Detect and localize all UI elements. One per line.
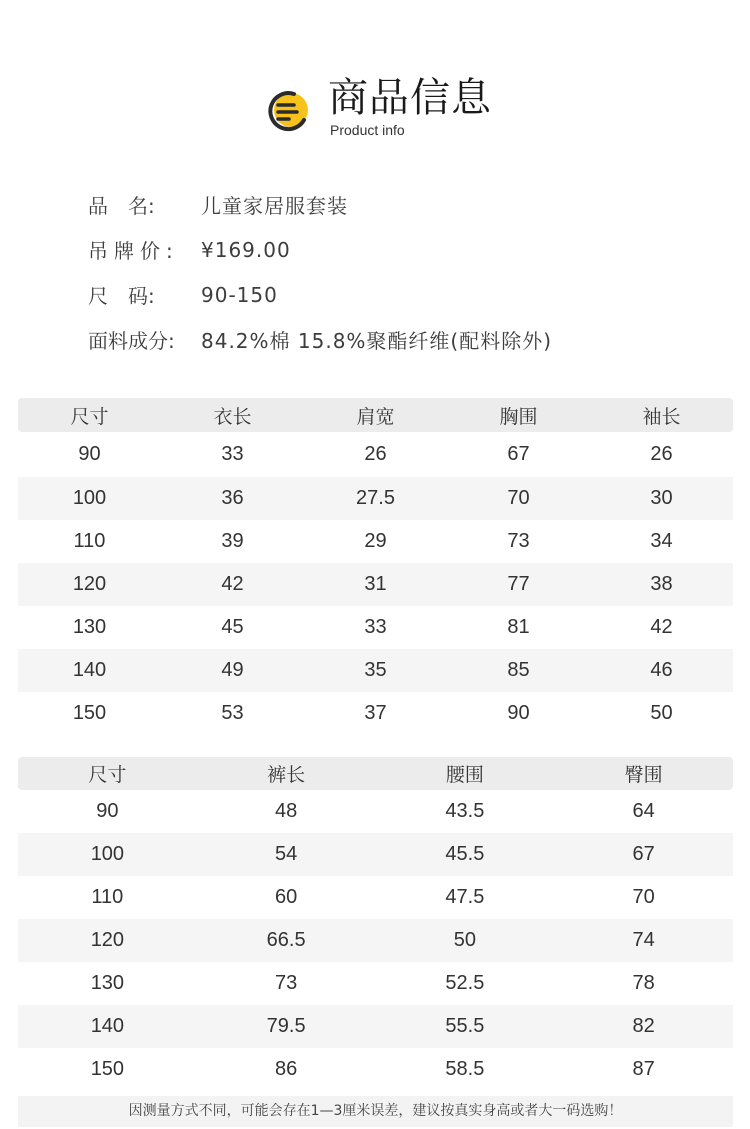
table-cell: 55.5 bbox=[445, 1015, 485, 1037]
table-cell: 85 bbox=[507, 659, 530, 681]
table-cell: 37 bbox=[364, 702, 387, 724]
table-cell: 36 bbox=[221, 487, 244, 509]
table-header-cell: 肩宽 bbox=[356, 405, 395, 428]
table-cell: 90 bbox=[507, 702, 530, 724]
table-cell: 46 bbox=[650, 659, 673, 681]
table-cell: 47.5 bbox=[445, 886, 485, 908]
top-size-table bbox=[18, 398, 733, 735]
table-row bbox=[18, 1005, 733, 1048]
table-cell: 77 bbox=[507, 573, 530, 595]
bottom-size-table bbox=[18, 757, 733, 1091]
table-cell: 45.5 bbox=[445, 843, 485, 865]
section-header bbox=[264, 74, 524, 140]
table-row bbox=[18, 790, 733, 833]
page-subtitle: Product info bbox=[330, 122, 405, 138]
table-row bbox=[18, 962, 733, 1005]
table-cell: 42 bbox=[650, 616, 673, 638]
info-value: 90-150 bbox=[201, 282, 278, 307]
table-row bbox=[18, 432, 733, 477]
table-cell: 43.5 bbox=[445, 800, 485, 822]
info-label: 尺 码: bbox=[88, 284, 155, 308]
table-cell: 42 bbox=[221, 573, 244, 595]
table-cell: 49 bbox=[221, 659, 244, 681]
table-cell: 67 bbox=[507, 443, 530, 465]
table-cell: 31 bbox=[364, 573, 387, 595]
table-cell: 150 bbox=[72, 702, 107, 724]
table-cell: 74 bbox=[632, 929, 655, 951]
page-title: 商品信息 bbox=[328, 75, 492, 121]
table-cell: 50 bbox=[453, 929, 476, 951]
info-row-name bbox=[88, 182, 708, 227]
table-cell: 78 bbox=[632, 972, 655, 994]
table-cell: 73 bbox=[275, 972, 298, 994]
table-cell: 26 bbox=[650, 443, 673, 465]
info-label: 面料成分: bbox=[88, 329, 175, 353]
table-cell: 70 bbox=[632, 886, 655, 908]
table-cell: 110 bbox=[73, 530, 106, 552]
table-cell: 86 bbox=[275, 1058, 298, 1080]
table-cell: 29 bbox=[364, 530, 387, 552]
table-cell: 130 bbox=[90, 972, 125, 994]
table-cell: 81 bbox=[507, 616, 530, 638]
table-cell: 52.5 bbox=[445, 972, 485, 994]
table-row bbox=[18, 563, 733, 606]
table-cell: 120 bbox=[72, 573, 107, 595]
table-cell: 38 bbox=[650, 573, 673, 595]
info-value: 84.2%棉 15.8%聚酯纤维(配料除外) bbox=[201, 329, 553, 353]
table-cell: 87 bbox=[632, 1058, 655, 1080]
table-header-cell: 尺寸 bbox=[88, 764, 127, 786]
table-cell: 67 bbox=[632, 843, 655, 865]
table-header-row bbox=[18, 398, 733, 432]
table-cell: 27.5 bbox=[356, 487, 395, 509]
table-cell: 82 bbox=[632, 1015, 655, 1037]
table-cell: 110 bbox=[91, 886, 124, 908]
table-header-cell: 裤长 bbox=[267, 764, 306, 786]
info-value: 儿童家居服套装 bbox=[201, 194, 348, 218]
table-cell: 60 bbox=[275, 886, 298, 908]
table-cell: 140 bbox=[72, 659, 107, 681]
info-row-size bbox=[88, 272, 708, 317]
table-cell: 70 bbox=[507, 487, 530, 509]
table-cell: 33 bbox=[221, 443, 244, 465]
table-row bbox=[18, 477, 733, 520]
table-cell: 90 bbox=[96, 800, 119, 822]
table-cell: 90 bbox=[78, 443, 101, 465]
info-row-fabric bbox=[88, 317, 708, 362]
table-cell: 33 bbox=[364, 616, 387, 638]
info-row-price bbox=[88, 227, 708, 272]
table-header-cell: 胸围 bbox=[499, 405, 538, 428]
table-header-row bbox=[18, 757, 733, 790]
product-info-list bbox=[88, 182, 708, 362]
table-row bbox=[18, 520, 733, 563]
table-row bbox=[18, 649, 733, 692]
table-cell: 150 bbox=[90, 1058, 125, 1080]
table-header-cell: 尺寸 bbox=[70, 405, 109, 428]
table-cell: 66.5 bbox=[266, 929, 306, 951]
info-value: ¥169.00 bbox=[201, 237, 291, 262]
table-cell: 50 bbox=[650, 702, 673, 724]
table-cell: 26 bbox=[364, 443, 387, 465]
table-cell: 30 bbox=[650, 487, 673, 509]
table-cell: 58.5 bbox=[445, 1058, 485, 1080]
table-cell: 130 bbox=[72, 616, 107, 638]
info-label: 品 名: bbox=[88, 194, 155, 218]
table-cell: 64 bbox=[632, 800, 655, 822]
table-cell: 100 bbox=[90, 843, 125, 865]
table-cell: 45 bbox=[221, 616, 244, 638]
table-cell: 120 bbox=[90, 929, 125, 951]
table-cell: 39 bbox=[221, 530, 244, 552]
table-cell: 54 bbox=[275, 843, 298, 865]
table-header-cell: 袖长 bbox=[642, 405, 681, 428]
table-cell: 35 bbox=[364, 659, 387, 681]
table-row bbox=[18, 876, 733, 919]
document-lines-icon bbox=[264, 86, 312, 134]
table-cell: 140 bbox=[90, 1015, 125, 1037]
table-row bbox=[18, 606, 733, 649]
table-cell: 48 bbox=[275, 800, 298, 822]
table-row bbox=[18, 919, 733, 962]
table-row bbox=[18, 692, 733, 735]
table-row bbox=[18, 1048, 733, 1091]
measurement-note: 因测量方式不同，可能会存在1—3厘米误差，建议按真实身高或者大一码选购！ bbox=[18, 1096, 733, 1127]
table-cell: 53 bbox=[221, 702, 244, 724]
table-header-cell: 腰围 bbox=[445, 764, 484, 786]
table-cell: 100 bbox=[72, 487, 107, 509]
table-cell: 73 bbox=[507, 530, 530, 552]
table-header-cell: 臀围 bbox=[624, 764, 663, 786]
table-cell: 34 bbox=[650, 530, 673, 552]
table-cell: 79.5 bbox=[266, 1015, 306, 1037]
table-row bbox=[18, 833, 733, 876]
info-label: 吊牌价: bbox=[88, 239, 179, 263]
table-header-cell: 衣长 bbox=[213, 405, 252, 428]
